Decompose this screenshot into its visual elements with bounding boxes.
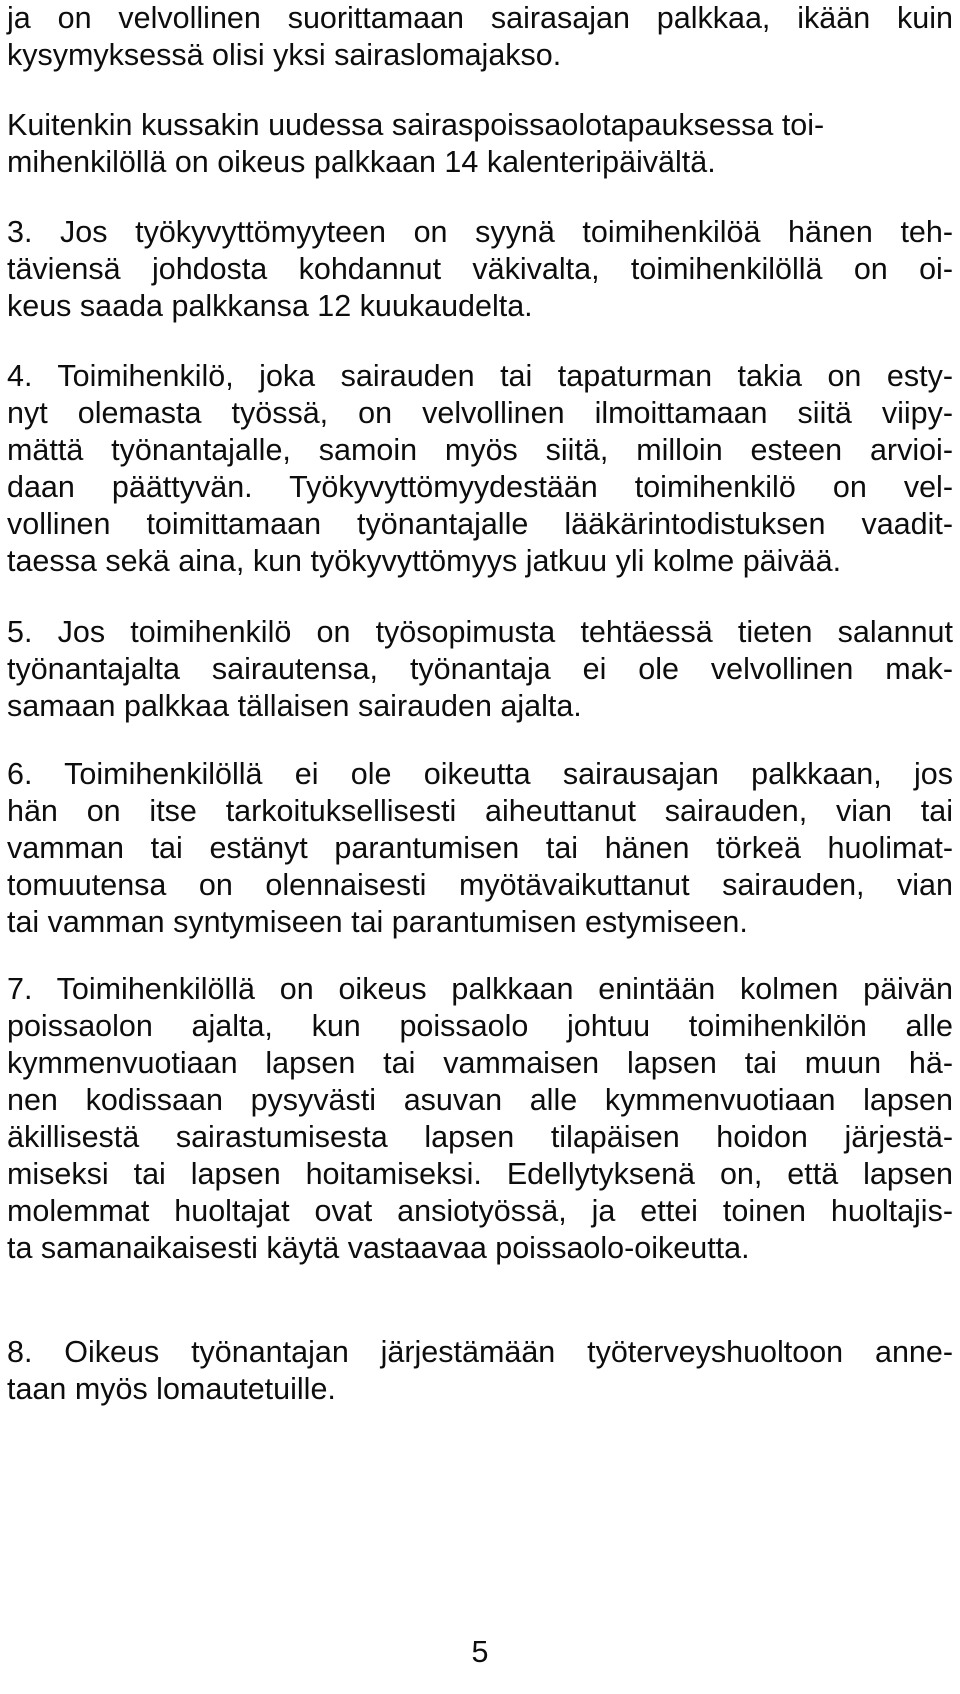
paragraph-item-7 — [7, 971, 953, 1267]
text-line: hän on itse tarkoituksellisesti aiheuttanut sairauden, vian tai — [7, 794, 953, 828]
text-line: tai vamman syntymiseen tai parantumisen estymiseen. — [7, 905, 748, 939]
text-line: äkillisestä sairastumisesta lapsen tilapäisen hoidon järjestä- — [7, 1120, 953, 1154]
text-line: samaan palkkaa tällaisen sairauden ajalta. — [7, 689, 582, 723]
text-line: kymmenvuotiaan lapsen tai vammaisen lapsen tai muun hä- — [7, 1046, 953, 1080]
text-line: 7. Toimihenkilöllä on oikeus palkkaan enintään kolmen päivän — [7, 972, 953, 1006]
paragraph-item-8 — [7, 1334, 953, 1408]
paragraph-item-4 — [7, 358, 953, 580]
text-line: keus saada palkkansa 12 kuukaudelta. — [7, 289, 533, 323]
paragraph-item-6 — [7, 756, 953, 941]
paragraph-sick-leave-note — [7, 107, 953, 181]
text-line: taan myös lomautetuille. — [7, 1372, 336, 1406]
paragraph-continuation — [7, 0, 953, 74]
text-line: molemmat huoltajat ovat ansiotyössä, ja ettei toinen huoltajis- — [7, 1194, 953, 1228]
text-line: 3. Jos työkyvyttömyyteen on syynä toimihenkilöä hänen teh- — [7, 215, 953, 249]
text-line: vollinen toimittamaan työnantajalle lääkärintodistuksen vaadit- — [7, 507, 953, 541]
text-line: 8. Oikeus työnantajan järjestämään työterveyshuoltoon anne- — [7, 1335, 953, 1369]
text-line: mättä työnantajalle, samoin myös siitä, milloin esteen arvioi- — [7, 433, 953, 467]
text-line: nen kodissaan pysyvästi asuvan alle kymmenvuotiaan lapsen — [7, 1083, 953, 1117]
text-line: taessa sekä aina, kun työkyvyttömyys jatkuu yli kolme päivää. — [7, 544, 842, 578]
text-line: poissaolon ajalta, kun poissaolo johtuu toimihenkilön alle — [7, 1009, 953, 1043]
paragraph-item-3 — [7, 214, 953, 325]
text-line: ta samanaikaisesti käytä vastaavaa poissaolo-oikeutta. — [7, 1231, 750, 1265]
text-line: nyt olemasta työssä, on velvollinen ilmoittamaan siitä viipy- — [7, 396, 953, 430]
text-line: Kuitenkin kussakin uudessa sairaspoissaolotapauksessa toi- — [7, 108, 825, 142]
text-line: ja on velvollinen suorittamaan sairasajan palkkaa, ikään kuin — [7, 1, 953, 35]
text-line: miseksi tai lapsen hoitamiseksi. Edellytyksenä on, että lapsen — [7, 1157, 953, 1191]
text-line: 4. Toimihenkilö, joka sairauden tai tapaturman takia on esty- — [7, 359, 953, 393]
text-line: kysymyksessä olisi yksi sairaslomajakso. — [7, 38, 562, 72]
text-line: vamman tai estänyt parantumisen tai hänen törkeä huolimat- — [7, 831, 953, 865]
text-line: daan päättyvän. Työkyvyttömyydestään toimihenkilö on vel- — [7, 470, 953, 504]
text-line: mihenkilöllä on oikeus palkkaan 14 kalenteripäivältä. — [7, 145, 716, 179]
page-number: 5 — [471, 1635, 489, 1669]
text-line: tomuutensa on olennaisesti myötävaikuttanut sairauden, vian — [7, 868, 953, 902]
document-page — [7, 0, 953, 1694]
text-line: työnantajalta sairautensa, työnantaja ei ole velvollinen mak- — [7, 652, 953, 686]
paragraph-item-5 — [7, 614, 953, 725]
text-line: täviensä johdosta kohdannut väkivalta, toimihenkilöllä on oi- — [7, 252, 953, 286]
text-line: 5. Jos toimihenkilö on työsopimusta tehtäessä tieten salannut — [7, 615, 953, 649]
text-line: 6. Toimihenkilöllä ei ole oikeutta sairausajan palkkaan, jos — [7, 757, 953, 791]
